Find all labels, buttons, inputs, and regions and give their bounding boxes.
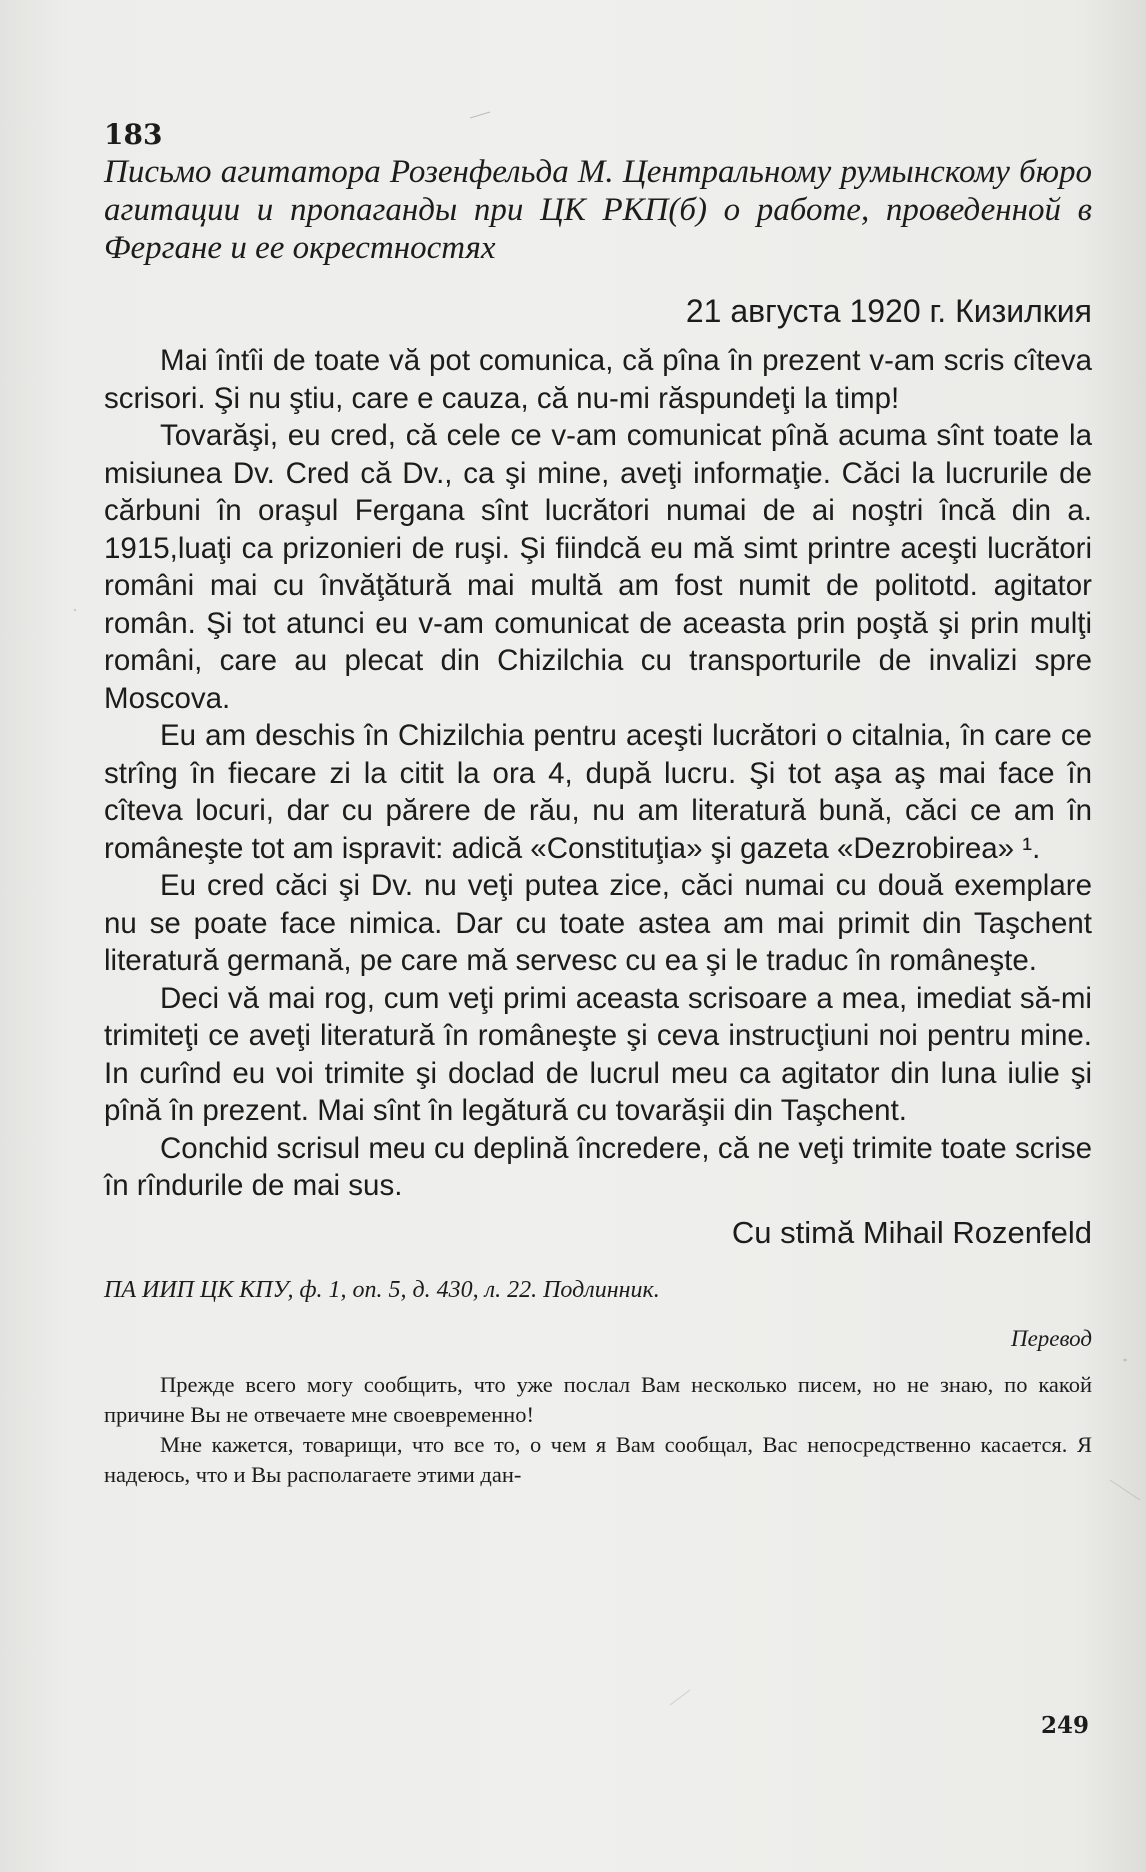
page-number: 249 <box>1040 1712 1089 1739</box>
document-heading: Письмо агитатора Розенфельда М. Центральному румынскому бюро агитации и пропаганды при ЦК РКП(б) о работе, проведенной в Фергане и ее окрестностях <box>104 154 1092 266</box>
document-number: 183 <box>104 118 163 151</box>
date-place: 21 августа 1920 г. Кизилкия <box>685 293 1092 329</box>
translation-label: Перевод <box>1010 1325 1092 1351</box>
archive-source: ПА ИИП ЦК КПУ, ф. 1, оп. 5, д. 430, л. 22. Подлинник. <box>104 1276 660 1303</box>
letter-paragraph: Eu am deschis în Chizilchia pentru aceşti lucrători o citalnia, în care ce strîng în fiecare zi la citit la ora 4, după lucru. Şi tot aşa aş mai face în cîteva locuri, dar cu părere de rău, nu am literatură bună, căci ce am în româneşte tot am ispravit: adică «Constituţia» şi gazeta «Dezrobirea» ¹. <box>104 719 1092 865</box>
letter-paragraph: Eu cred căci şi Dv. nu veţi putea zice, căci numai cu două exemplare nu se poate face nimica. Dar cu toate astea am mai primit din Taşchent literatură germană, pe care mă servesc cu ea şi le traduc în româneşte. <box>104 869 1092 977</box>
translation-body <box>104 1370 1092 1490</box>
signature: Cu stimă Mihail Rozenfeld <box>731 1214 1092 1250</box>
letter-paragraph: Conchid scrisul meu cu deplină încredere, că ne veţi trimite toate scrise în rîndurile de mai sus. <box>104 1131 1092 1202</box>
letter-paragraph: Deci vă mai rog, cum veţi primi aceasta scrisoare a mea, imediat să-mi trimiteţi ce aveţi literatură în româneşte şi ceva instrucţiuni noi pentru mine. In curînd eu voi trimite şi doclad de lucrul meu ca agitator din luna iulie şi pînă în prezent. Mai sînt în legătură cu tovarăşii din Taşchent. <box>104 981 1092 1127</box>
translation-paragraph: Прежде всего могу сообщить, что уже послал Вам несколько писем, но не знаю, по какой причине Вы не отвечаете мне своевременно! <box>104 1371 1092 1427</box>
page-content <box>104 118 1092 1490</box>
letter-paragraph: Tovarăşi, eu cred, că cele ce v-am comunicat pînă acuma sînt toate la misiunea Dv. Cred că Dv., ca şi mine, aveţi informaţie. Căci la lucrurile de cărbuni în oraşul Fergana sînt lucrători numai de ai noştri încă din a. 1915,luaţi ca prizonieri de ruşi. Şi fiindcă eu mă simt printre aceşti lucrători români mai cu învăţătură mai multă am fost numit de politotd. agitator român. Şi tot atunci eu v-am comunicat de aceasta prin poştă şi prin mulţi români, care au plecat din Chizilchia cu transporturile de invalizi spre Moscova. <box>104 419 1092 715</box>
letter-body <box>104 342 1092 1205</box>
letter-paragraph: Mai întîi de toate vă pot comunica, că pîna în prezent v-am scris cîteva scrisori. Şi nu ştiu, care e cauza, că nu-mi răspundeţi la timp! <box>104 344 1092 415</box>
translation-paragraph: Мне кажется, товарищи, что все то, о чем я Вам сообщал, Вас непосредственно касается. Я надеюсь, что и Вы располагаете этими дан- <box>104 1431 1092 1487</box>
